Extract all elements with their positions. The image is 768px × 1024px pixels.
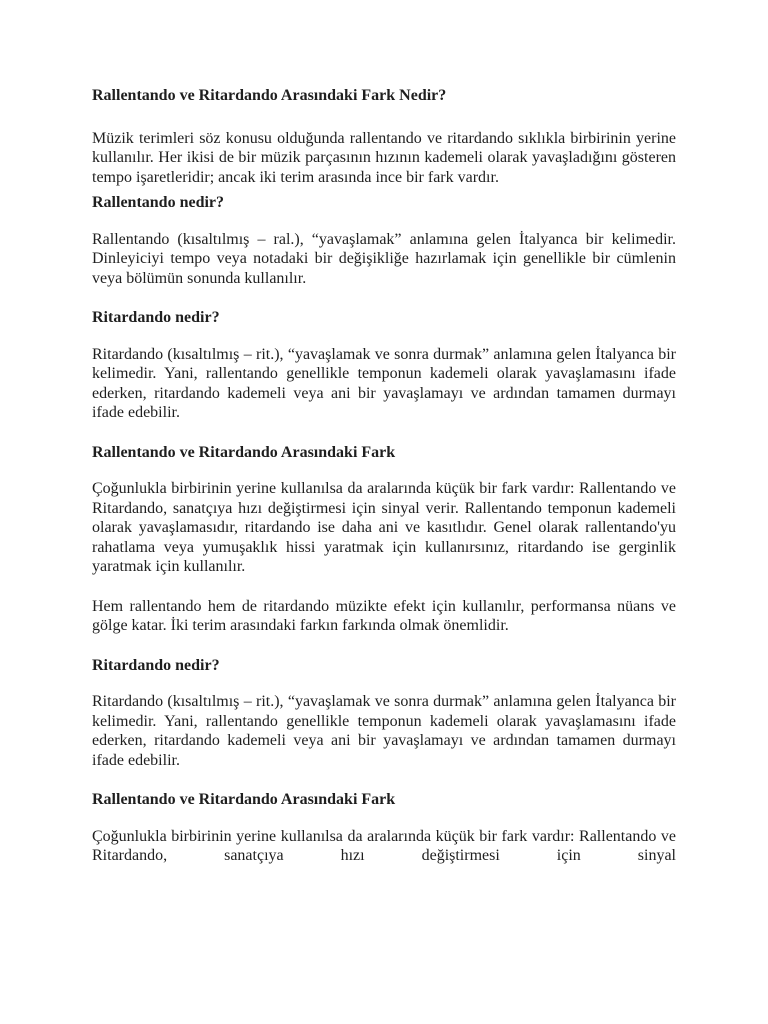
section-heading-ritardando-repeat: Ritardando nedir? (92, 656, 220, 674)
section-heading-rallentando: Rallentando nedir? (92, 194, 225, 211)
section-heading-ritardando: Ritardando nedir? (92, 309, 220, 326)
document-title: Rallentando ve Ritardando Arasındaki Fark Nedir? (92, 87, 447, 104)
section-body-difference: Çoğunlukla birbirinin yerine kullanılsa da aralarında küçük bir fark vardır: Rallentando ve Ritardando, sanatçıya hızı değiştirmesi için sinyal verir. Rallentando temponun kademeli olarak yavaşlamasıdır, ritardando ise daha ani ve kasıtlıdır. Genel olarak rallentando'yu rahatlama veya yumuşaklık hissi yaratmak için kullanırsınız, ritardando ise gerginlik yaratmak için kullanılır. (92, 480, 676, 575)
document-page (92, 86, 676, 866)
section-body-difference-repeat: Çoğunlukla birbirinin yerine kullanılsa da aralarında küçük bir fark vardır: Rallentando ve Ritardando, sanatçıya hızı değiştirmesi için sinyal (92, 827, 676, 864)
section-body-ritardando: Ritardando (kısaltılmış – rit.), “yavaşlamak ve sonra durmak” anlamına gelen İtalyanca bir kelimedir. Yani, rallentando genellikle temponun kademeli olarak yavaşlamasını ifade ederken, ritardando kademeli veya ani bir yavaşlamayı ve ardından tamamen durmayı ifade edebilir. (92, 345, 676, 421)
section-body-rallentando: Rallentando (kısaltılmış – ral.), “yavaşlamak” anlamına gelen İtalyanca bir kelimedir. Dinleyiciyi tempo veya notadaki bir değişikliğe hazırlamak için genellikle bir cümlenin veya bölümün sonunda kullanılır. (92, 230, 676, 287)
section-body-difference-2: Hem rallentando hem de ritardando müzikte efekt için kullanılır, performansa nüans ve gölge katar. İki terim arasındaki farkın farkında olmak önemlidir. (92, 597, 676, 634)
intro-paragraph: Müzik terimleri söz konusu olduğunda rallentando ve ritardando sıklıkla birbirinin yerine kullanılır. Her ikisi de bir müzik parçasının hızının kademeli olarak yavaşladığını gösteren tempo işaretleridir; ancak iki terim arasında ince bir fark vardır. (92, 129, 676, 186)
section-heading-difference-repeat: Rallentando ve Ritardando Arasındaki Fark (92, 791, 396, 808)
section-body-ritardando-repeat: Ritardando (kısaltılmış – rit.), “yavaşlamak ve sonra durmak” anlamına gelen İtalyanca bir kelimedir. Yani, rallentando genellikle temponun kademeli olarak yavaşlamasını ifade ederken, ritardando kademeli veya ani bir yavaşlamayı ve ardından tamamen durmayı ifade edebilir. (92, 693, 676, 769)
section-heading-difference: Rallentando ve Ritardando Arasındaki Fark (92, 443, 396, 461)
